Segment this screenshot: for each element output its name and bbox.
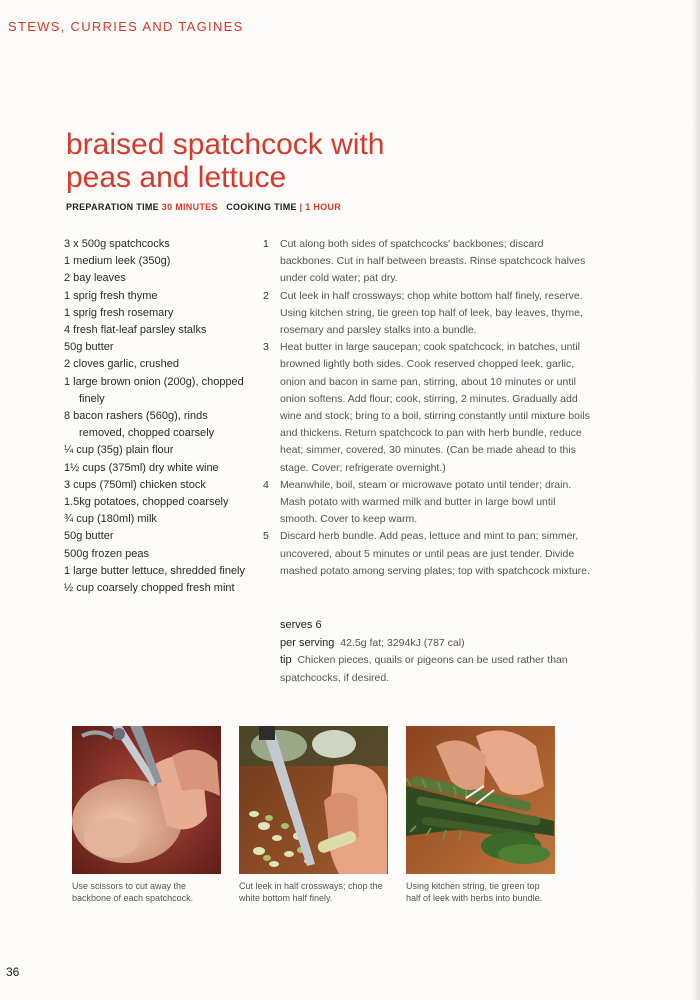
photo-caption-1: Use scissors to cut away the backbone of each spatchcock.	[72, 881, 194, 903]
ingredient-item: 50g butter	[64, 530, 114, 543]
ingredients-list	[64, 236, 254, 597]
ingredient-item: 3 x 500g spatchcocks	[64, 238, 170, 250]
ingredient-item: 1 large butter lettuce, shredded finely	[64, 564, 246, 577]
ingredient-item: 8 bacon rashers (560g), rinds removed, chopped coarsely	[64, 410, 215, 440]
prep-time-value: 30 MINUTES	[161, 202, 218, 212]
ingredient-item: 500g frozen peas	[64, 547, 150, 560]
ingredient-item: ¼ cup (35g) plain flour	[64, 444, 174, 457]
step-number: 2	[263, 289, 269, 302]
tip-text: Chicken pieces, quails or pigeons can be used rather than spatchcocks, if desired.	[280, 654, 568, 684]
ingredient-item: 1 sprig fresh rosemary	[64, 306, 174, 319]
ingredient-item: 1 sprig fresh thyme	[64, 289, 158, 302]
step-text: Meanwhile, boil, steam or microwave potato until tender; drain. Mash potato with warmed milk and butter in large bowl until smooth. Cover to keep warm.	[280, 478, 572, 526]
ingredient-item: ½ cup coarsely chopped fresh mint	[64, 582, 235, 595]
method-step	[263, 288, 593, 340]
recipe-title-line-2: peas and lettuce	[66, 161, 287, 194]
ingredient-item: 1½ cups (375ml) dry white wine	[64, 461, 219, 474]
ingredient-item: 3 cups (750ml) chicken stock	[64, 478, 206, 491]
ingredient-item: 2 bay leaves	[64, 272, 126, 285]
knife-chopping-leek-icon	[239, 726, 388, 874]
cook-time-label: COOKING TIME	[226, 202, 297, 212]
tip-label: tip	[280, 654, 292, 666]
tip-row	[280, 652, 600, 687]
recipe-times	[66, 202, 341, 212]
step-number: 5	[263, 530, 269, 543]
ingredient-item: ¾ cup (180ml) milk	[64, 513, 157, 526]
step-photo-leek	[239, 726, 388, 874]
method-step	[263, 528, 593, 580]
ingredient-item: 1.5kg potatoes, chopped coarsely	[64, 496, 229, 509]
cook-time-value: 1 HOUR	[305, 202, 342, 212]
section-header: STEWS, CURRIES AND TAGINES	[8, 19, 244, 34]
per-serving-label: per serving	[280, 636, 335, 649]
method-step	[263, 236, 593, 288]
herb-bundle-tied-icon	[406, 726, 555, 874]
method-steps	[263, 236, 593, 580]
step-photo-herbs	[406, 726, 555, 874]
page-number: 36	[6, 965, 20, 979]
ingredient-item: 1 medium leek (350g)	[64, 255, 171, 268]
recipe-title	[66, 128, 385, 194]
book-spine-shadow	[692, 0, 700, 1000]
ingredient-item: 4 fresh flat-leaf parsley stalks	[64, 324, 207, 337]
ingredient-item: 1 large brown onion (200g), chopped finely	[64, 375, 244, 405]
step-text: Cut leek in half crossways; chop white bottom half finely, reserve. Using kitchen string, tie green top half of leek, bay leaves, thyme, rosemary and parsley stalks into a bundle.	[280, 289, 583, 337]
cook-time-separator: |	[299, 202, 303, 212]
ingredient-item: 2 cloves garlic, crushed	[64, 358, 179, 371]
recipe-extras	[280, 617, 600, 687]
step-text: Discard herb bundle. Add peas, lettuce and mint to pan; simmer, uncovered, about 5 minutes or until peas are just tender. Divide mashed potato among serving plates; top with spatchcock mixture.	[280, 530, 590, 577]
photo-caption-2: Cut leek in half crossways; chop the white bottom half finely.	[239, 881, 383, 903]
step-number: 3	[263, 341, 269, 354]
step-number: 1	[263, 238, 269, 250]
step-photo-scissors	[72, 726, 221, 874]
ingredient-item: 50g butter	[64, 341, 114, 354]
step-text: Heat butter in large saucepan; cook spatchcock, in batches, until browned lightly both sides. Cook reserved chopped leek, garlic, onion and bacon in same pan, stirring, about 10 minutes or until onion softens. Add flour; cook, stirring, 2 minutes. Gradually add wine and stock; bring to a boil, stirring constantly until mixture boils and thickens. Return spatchcock to pan with herb bundle, reduce heat; simmer, covered, 30 minutes. (Can be made ahead to this stage. Cover; refrigerate overnight.)	[280, 341, 590, 474]
step-number: 4	[263, 478, 269, 491]
recipe-title-line-1: braised spatchcock with	[66, 128, 385, 161]
method-step	[263, 477, 593, 529]
scissors-cutting-chicken-icon	[72, 726, 221, 874]
prep-time-label: PREPARATION TIME	[66, 202, 159, 212]
serves-text: serves 6	[280, 619, 322, 631]
method-step	[263, 339, 593, 477]
per-serving-value: 42.5g fat; 3294kJ (787 cal)	[340, 636, 465, 649]
per-serving-row	[280, 635, 600, 653]
photo-caption-3: Using kitchen string, tie green top half of leek with herbs into bundle.	[406, 881, 543, 903]
step-text: Cut along both sides of spatchcocks' backbones; discard backbones. Cut in half between breasts. Rinse spatchcock halves under cold water; pat dry.	[280, 238, 586, 285]
